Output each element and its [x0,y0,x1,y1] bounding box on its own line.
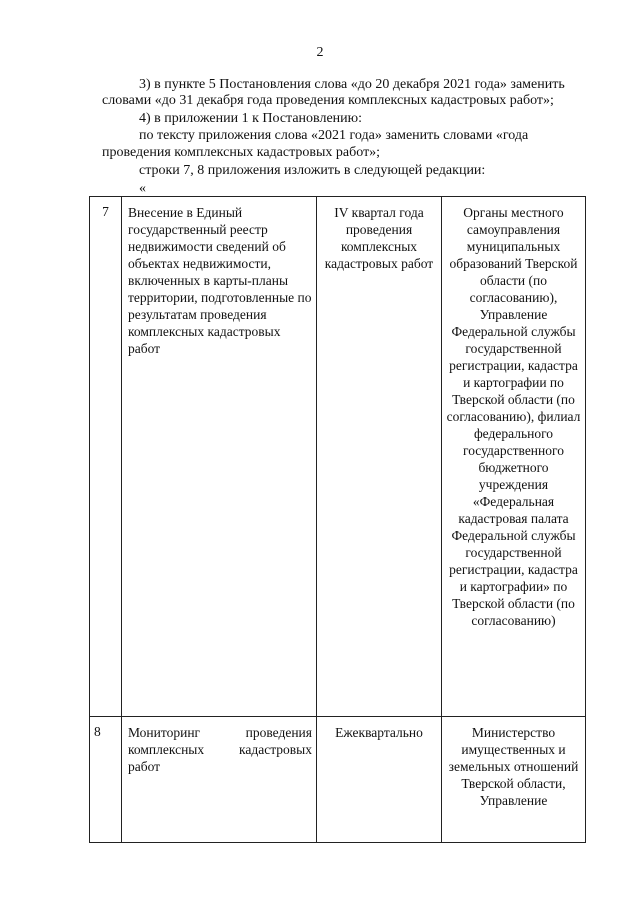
row-number-cell [90,717,122,843]
paragraph-rows-intro: строки 7, 8 приложения изложить в следующей редакции: [139,163,486,178]
row-name: Мониторинг проведения комплексных кадастровых работ [128,725,312,774]
page-number: 2 [316,45,324,60]
row-term: Ежеквартально [335,725,423,740]
row-executor: Органы местного самоуправления муниципальных образований Тверской области (по согласованию), Управление Федеральной службы государственной регистрации, кадастра и картографии по Тверской области (по согласованию), филиал федерального государственного бюджетного учреждения «Федеральная кадастровая палата Федеральной службы государственной регистрации, кадастра и картографии» по Тверской области (по согласованию) [446,205,581,628]
paragraph-item-4: 4) в приложении 1 к Постановлению: [139,111,363,126]
row-term: IV квартал года проведения комплексных кадастровых работ [324,205,434,271]
row-term-cell [317,717,442,843]
row-name-cell [122,717,317,843]
appendix-rows-table [89,196,586,843]
table-row [90,717,586,843]
row-number: 7 [102,204,109,219]
open-quote: « [139,181,146,196]
row-name-cell [122,197,317,717]
row-executor: Министерство имущественных и земельных отношений Тверской области, Управление [448,725,579,808]
paragraph-replace-line-2: проведения комплексных кадастровых работ»; [102,145,381,160]
row-term-cell [317,197,442,717]
row-number: 8 [94,724,101,739]
paragraph-replace-line-1: по тексту приложения слова «2021 года» заменить словами «года [139,128,529,143]
row-number-cell [90,197,122,717]
row-executor-cell [442,717,586,843]
paragraph-item-3-line-2: словами «до 31 декабря года проведения комплексных кадастровых работ»; [102,93,554,108]
table-row [90,197,586,717]
row-name: Внесение в Единый государственный реестр недвижимости сведений об объектах недвижимости, включенных в карты-планы территории, подготовленные по результатам проведения комплексных кадастровых работ [128,205,312,356]
row-executor-cell [442,197,586,717]
paragraph-item-3-line-1: 3) в пункте 5 Постановления слова «до 20 декабря 2021 года» заменить [139,77,565,92]
